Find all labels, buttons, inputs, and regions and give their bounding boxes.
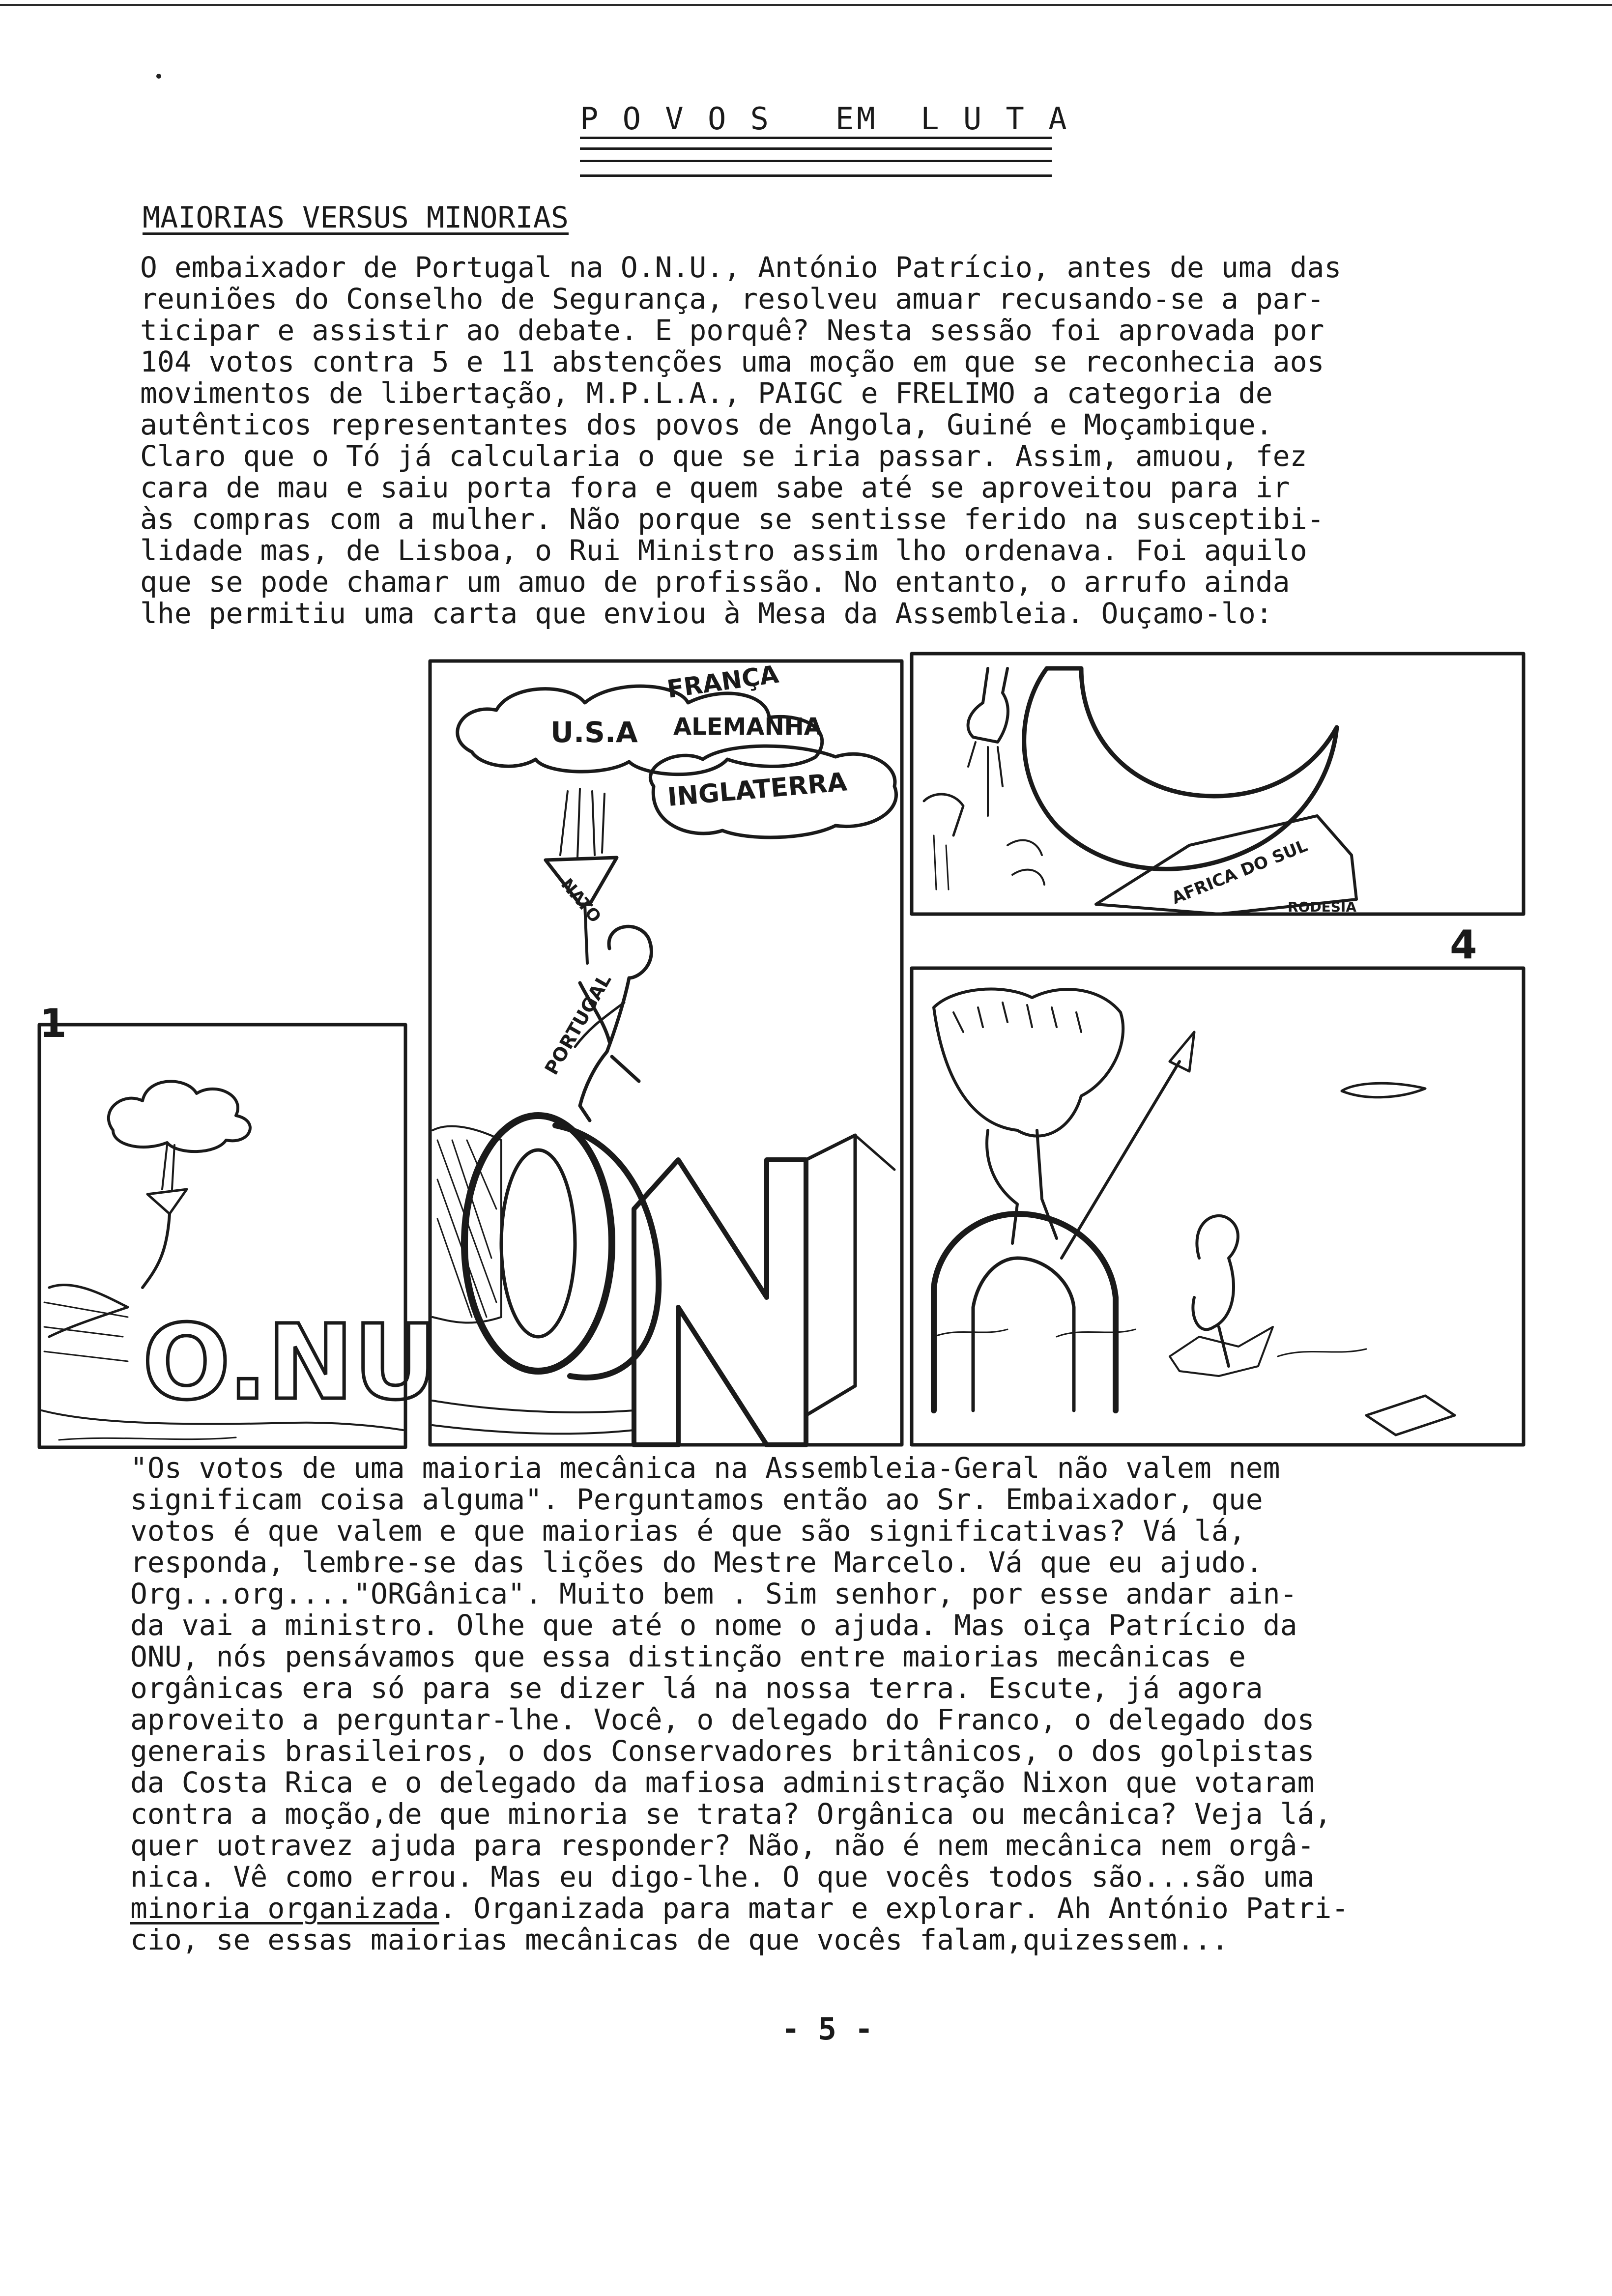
figure-label: PORTUGAL	[540, 970, 616, 1079]
hand-icon	[968, 668, 1008, 742]
header-rule-2	[580, 147, 1052, 150]
paragraph-line: lhe permitiu uma carta que enviou à Mesa da Assembleia. Ouçamo-lo:	[140, 597, 1273, 630]
quote-line-with-underline	[130, 1893, 1570, 1924]
quote-line-rest: . Organizada para matar e explorar. Ah António Patri-	[439, 1892, 1349, 1925]
article-heading: MAIORIAS VERSUS MINORIAS	[143, 201, 569, 235]
spear-icon	[1062, 1062, 1180, 1258]
quote-line: "Os votos de uma maioria mecânica na Assembleia-Geral não valem nem	[130, 1451, 1280, 1485]
broken-o-icon	[934, 1214, 1116, 1410]
paragraph-line: às compras com a mulher. Não porque se sentisse ferido na susceptibi-	[140, 502, 1324, 536]
magazine-section-title: P O V O S EM L U T A	[580, 101, 1070, 137]
article-paragraph	[140, 252, 1565, 629]
cloud-word: ALEMANHA	[673, 713, 822, 741]
moon-icon	[1024, 668, 1337, 869]
quote-line: nica. Vê como errou. Mas eu digo-lhe. O que vocês todos são...são uma	[130, 1860, 1315, 1894]
quote-line: votos é que valem e que maiorias é que são significativas? Vá lá,	[130, 1514, 1246, 1548]
quote-line: Org...org...."ORGânica". Muito bem . Sim senhor, por esse andar ain-	[130, 1577, 1297, 1610]
page-number: - 5 -	[781, 2011, 873, 2047]
header-rule-4	[580, 174, 1052, 177]
paragraph-line: que se pode chamar um amuo de profissão. No entanto, o arrufo ainda	[140, 565, 1290, 599]
letters-onu-panel-1: O.NU	[143, 1302, 437, 1423]
paragraph-line: 104 votos contra 5 e 11 abstenções uma moção em que se reconhecia aos	[140, 345, 1324, 378]
quote-line: orgânicas era só para se dizer lá na nossa terra. Escute, já agora	[130, 1671, 1263, 1705]
comic-panel-4-frame	[912, 968, 1524, 1445]
quote-line: generais brasileiros, o dos Conservadores britânicos, o dos golpistas	[130, 1734, 1315, 1768]
top-border-rule	[0, 4, 1612, 6]
ink-speck	[156, 74, 161, 79]
panel-number: 4	[1450, 922, 1477, 968]
quote-line: ONU, nós pensávamos que essa distinção entre maiorias mecânicas e	[130, 1640, 1246, 1673]
paragraph-line: Claro que o Tó já calcularia o que se iria passar. Assim, amuou, fez	[140, 439, 1307, 473]
funnel-icon	[147, 1189, 187, 1214]
quote-line: significam coisa alguma". Perguntamos então ao Sr. Embaixador, que	[130, 1483, 1263, 1516]
header-rule-3	[580, 160, 1052, 162]
quote-line: responda, lembre-se das lições do Mestre Marcelo. Vá que eu ajudo.	[130, 1546, 1263, 1579]
funnel-label: NATO	[557, 875, 605, 927]
panel-number: 1	[39, 1001, 67, 1046]
cloud-icon	[109, 1081, 250, 1151]
paragraph-line: lidade mas, de Lisboa, o Rui Ministro assim lho ordenava. Foi aquilo	[140, 534, 1307, 567]
paragraph-line: ticipar e assistir ao debate. E porquê? Nesta sessão foi aprovada por	[140, 314, 1324, 347]
quote-line: aproveito a perguntar-lhe. Você, o delegado do Franco, o delegado dos	[130, 1703, 1315, 1736]
underlined-phrase: minoria organizada	[130, 1892, 439, 1925]
paragraph-line: movimentos de libertação, M.P.L.A., PAIGC e FRELIMO a categoria de	[140, 376, 1273, 410]
map-label: RODESIA	[1288, 899, 1356, 915]
paragraph-line: cara de mau e saiu porta fora e quem sabe até se aproveitou para ir	[140, 471, 1290, 504]
map-label: AFRICA DO SUL	[1169, 836, 1311, 909]
quoted-letter	[130, 1452, 1570, 1955]
cloud-word: U.S.A	[550, 716, 638, 749]
sinking-figure	[1193, 1216, 1238, 1366]
quote-line: da vai a ministro. Olhe que até o nome o ajuda. Mas oiça Patrício da	[130, 1608, 1297, 1642]
quote-line: quer uotravez ajuda para responder? Não, não é nem mecânica nem orgâ-	[130, 1829, 1315, 1862]
paragraph-line: O embaixador de Portugal na O.N.U., António Patrício, antes de uma das	[140, 251, 1342, 284]
quote-line: contra a moção,de que minoria se trata? Orgânica ou mecânica? Veja lá,	[130, 1797, 1332, 1831]
quote-line: da Costa Rica e o delegado da mafiosa administração Nixon que votaram	[130, 1766, 1315, 1799]
header-rule-1	[580, 137, 1052, 139]
quote-line: cio, se essas maiorias mecânicas de que vocês falam,quizessem...	[130, 1923, 1229, 1956]
paragraph-line: reuniões do Conselho de Segurança, resolveu amuar recusando-se a par-	[140, 282, 1324, 316]
cloud-word: FRANÇA	[665, 660, 781, 704]
cloud-word: INGLATERRA	[666, 767, 848, 812]
paragraph-line: autênticos representantes dos povos de Angola, Guiné e Moçambique.	[140, 408, 1273, 441]
